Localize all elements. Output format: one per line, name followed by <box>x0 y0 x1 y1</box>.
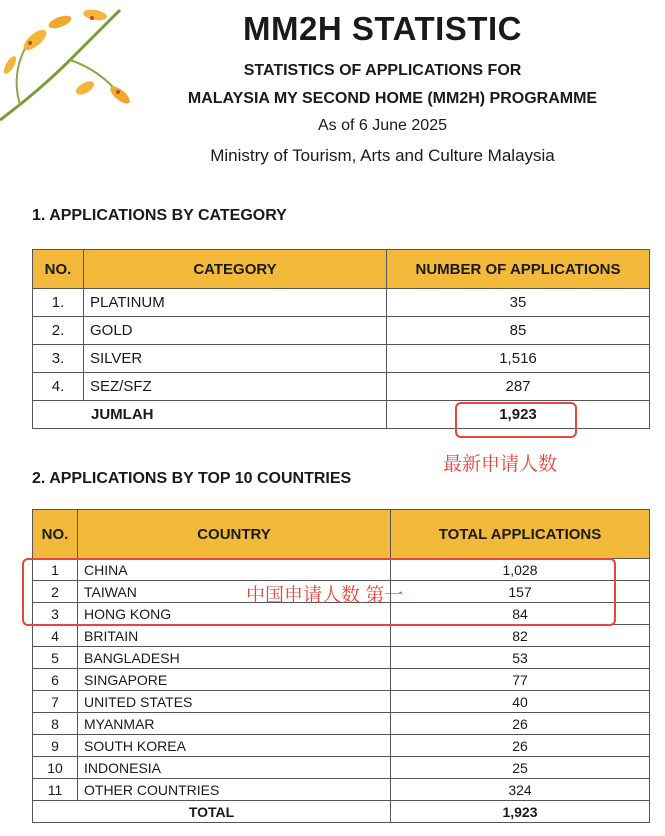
column-header-no: NO. <box>33 510 78 559</box>
row-category: SILVER <box>84 345 387 373</box>
table-header-row <box>33 250 650 289</box>
row-no: 10 <box>33 757 78 779</box>
row-no: 3 <box>33 603 78 625</box>
row-country: TAIWAN <box>78 581 391 603</box>
row-no: 7 <box>33 691 78 713</box>
as-of-date: As of 6 June 2025 <box>318 117 447 134</box>
row-total: 40 <box>391 691 650 713</box>
row-no: 8 <box>33 713 78 735</box>
row-category: GOLD <box>84 317 387 345</box>
row-total: 26 <box>391 713 650 735</box>
table-header-row <box>33 510 650 559</box>
row-country: CHINA <box>78 559 391 581</box>
table-row <box>33 647 650 669</box>
table-row <box>33 779 650 801</box>
row-country: MYANMAR <box>78 713 391 735</box>
table-row <box>33 713 650 735</box>
table-row <box>33 669 650 691</box>
highlight-box-total <box>455 402 577 438</box>
row-country: BRITAIN <box>78 625 391 647</box>
table-row <box>33 691 650 713</box>
row-category: PLATINUM <box>84 289 387 317</box>
column-header-count: NUMBER OF APPLICATIONS <box>387 250 650 289</box>
row-country: HONG KONG <box>78 603 391 625</box>
row-country: INDONESIA <box>78 757 391 779</box>
row-country: UNITED STATES <box>78 691 391 713</box>
total-label: TOTAL <box>33 801 391 823</box>
row-no: 4 <box>33 625 78 647</box>
row-total: 26 <box>391 735 650 757</box>
total-label: JUMLAH <box>33 401 387 429</box>
annotation-china-first: 中国申请人数 第一 <box>246 585 404 606</box>
row-no: 4. <box>33 373 84 401</box>
table-row <box>33 317 650 345</box>
row-country: SINGAPORE <box>78 669 391 691</box>
table-row <box>33 289 650 317</box>
row-no: 5 <box>33 647 78 669</box>
annotation-latest-count: 最新申请人数 <box>443 454 558 475</box>
row-count: 287 <box>387 373 650 401</box>
row-no: 1 <box>33 559 78 581</box>
total-row <box>33 801 650 823</box>
total-value: 1,923 <box>391 801 650 823</box>
row-no: 2 <box>33 581 78 603</box>
subtitle-line-2: MALAYSIA MY SECOND HOME (MM2H) PROGRAMME <box>187 90 598 107</box>
row-total: 82 <box>391 625 650 647</box>
page-title: MM2H STATISTIC <box>243 10 522 47</box>
column-header-total: TOTAL APPLICATIONS <box>391 510 650 559</box>
row-country: BANGLADESH <box>78 647 391 669</box>
row-total: 157 <box>391 581 650 603</box>
row-no: 3. <box>33 345 84 373</box>
section-2-title: 2. APPLICATIONS BY TOP 10 COUNTRIES <box>32 470 352 487</box>
row-no: 9 <box>33 735 78 757</box>
column-header-category: CATEGORY <box>84 250 387 289</box>
table-row <box>33 757 650 779</box>
row-count: 35 <box>387 289 650 317</box>
column-header-country: COUNTRY <box>78 510 391 559</box>
row-total: 25 <box>391 757 650 779</box>
row-country: OTHER COUNTRIES <box>78 779 391 801</box>
row-no: 2. <box>33 317 84 345</box>
row-category: SEZ/SFZ <box>84 373 387 401</box>
row-no: 1. <box>33 289 84 317</box>
total-value: 1,923 <box>387 401 650 429</box>
section-1-title: 1. APPLICATIONS BY CATEGORY <box>32 207 287 224</box>
row-count: 85 <box>387 317 650 345</box>
row-count: 1,516 <box>387 345 650 373</box>
row-total: 53 <box>391 647 650 669</box>
row-country: SOUTH KOREA <box>78 735 391 757</box>
countries-table <box>32 509 650 823</box>
column-header-no: NO. <box>33 250 84 289</box>
ministry-name: Ministry of Tourism, Arts and Culture Malaysia <box>210 146 555 165</box>
row-no: 6 <box>33 669 78 691</box>
row-no: 11 <box>33 779 78 801</box>
row-total: 77 <box>391 669 650 691</box>
table-row <box>33 373 650 401</box>
row-total: 324 <box>391 779 650 801</box>
row-total: 84 <box>391 603 650 625</box>
table-row <box>33 625 650 647</box>
table-row <box>33 735 650 757</box>
subtitle-line-1: STATISTICS OF APPLICATIONS FOR <box>243 62 522 79</box>
table-row <box>33 345 650 373</box>
row-total: 1,028 <box>391 559 650 581</box>
